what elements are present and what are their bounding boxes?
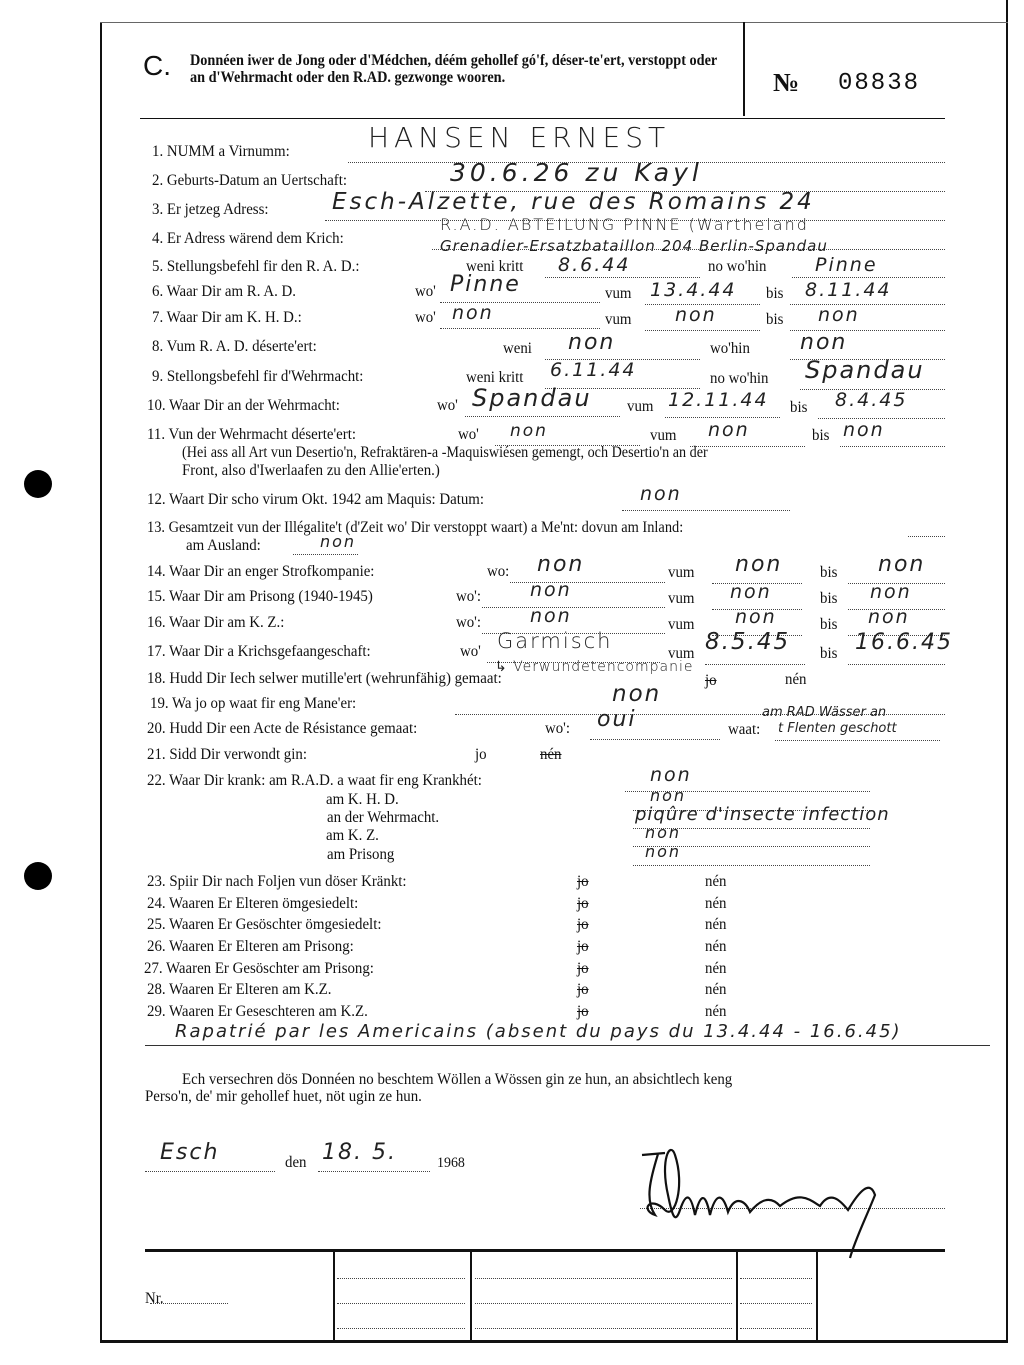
item-23-label: 23. Spiir Dir nach Foljen vun döser Kränkt:: [147, 873, 407, 890]
item-6-label: 6. Waar Dir am R. A. D.: [152, 283, 297, 300]
frame-top: [100, 22, 1008, 23]
place-value: Esch: [160, 1140, 220, 1165]
remark-line[interactable]: [145, 1045, 990, 1046]
no-option[interactable]: nén: [705, 1003, 727, 1020]
table-cell[interactable]: [337, 1287, 465, 1304]
item-18-label: 18. Hudd Dir Iech selwer mutille'ert (wehrunfähig) gemaat:: [147, 670, 502, 687]
table-divider: [470, 1252, 472, 1340]
strof-place: non: [537, 552, 585, 577]
no-option[interactable]: nén: [705, 938, 727, 955]
table-cell[interactable]: [475, 1287, 732, 1304]
bis-label: bis: [820, 616, 838, 633]
illness-wm: piqûre d'insecte infection: [635, 804, 890, 825]
wo-label: wo':: [456, 614, 482, 631]
item-5-label: 5. Stellungsbefehl fir den R. A. D.:: [152, 258, 360, 275]
item-1-label: 1. NUMM a Virnumm:: [152, 143, 290, 160]
item-10-label: 10. Waar Dir an der Wehrmacht:: [147, 397, 340, 414]
illness-khd: non: [650, 786, 687, 805]
war-address-value-2: Grenadier-Ersatzbataillon 204 Berlin-Spandau: [440, 237, 828, 255]
illness-prison: non: [645, 842, 682, 861]
bis-label: bis: [766, 311, 784, 328]
khd-to: non: [818, 304, 860, 326]
illness-wm-label: an der Wehrmacht.: [327, 809, 440, 826]
mutilation-method: non: [612, 681, 662, 707]
yes-option-struck[interactable]: jo: [577, 938, 589, 955]
no-option[interactable]: nén: [705, 916, 727, 933]
wo-label: wo':: [545, 720, 571, 737]
wo-label: wo': [415, 309, 436, 326]
item-11-note-2: Front, also d'Iwerlaafen zu den Allie'erten.): [182, 462, 440, 479]
table-divider: [333, 1252, 335, 1340]
section-title: Donnéen iwer de Jong oder d'Médchen, déém gehollef gó'f, déser-te'ert, verstoppt oder an d'Wehrmacht oder den R.AD. gezwonge wooren.: [190, 52, 718, 86]
yes-option-struck[interactable]: jo: [705, 672, 717, 689]
illness-kz: non: [645, 823, 682, 842]
item-2-label: 2. Geburts-Datum an Uertschaft:: [152, 172, 348, 189]
item-14-label: 14. Waar Dir an enger Strofkompanie:: [147, 563, 375, 580]
wo-label: wo': [458, 426, 479, 443]
bis-label: bis: [820, 645, 838, 662]
wm-from: 12.11.44: [668, 389, 769, 411]
prison-place: non: [530, 579, 572, 601]
abroad-label: am Ausland:: [186, 537, 261, 554]
section-letter: C.: [143, 50, 171, 81]
den-label: den: [285, 1154, 307, 1171]
vum-label: vum: [668, 590, 695, 607]
item-15-label: 15. Waar Dir am Prisong (1940-1945): [147, 588, 373, 605]
name-value: HANSEN ERNEST: [368, 121, 671, 154]
declaration-line-2: Perso'n, de' mir gehollef huet, nöt ugin ze hun.: [145, 1088, 422, 1105]
pow-from: 8.5.45: [705, 629, 791, 655]
footer-rule: [145, 1249, 945, 1252]
yes-option-struck[interactable]: jo: [577, 895, 589, 912]
table-divider: [816, 1252, 818, 1340]
kz-from: non: [735, 606, 777, 628]
vum-label: vum: [668, 564, 695, 581]
item-19-label: 19. Wa jo op waat fir eng Mane'er:: [150, 695, 357, 712]
item-16-label: 16. Waar Dir am K. Z.:: [147, 614, 285, 631]
wo-label: wo': [437, 397, 458, 414]
bis-label: bis: [812, 427, 830, 444]
table-cell[interactable]: [740, 1312, 812, 1329]
signature: [630, 1140, 900, 1260]
when-label: weni: [503, 340, 532, 357]
table-cell[interactable]: [337, 1312, 465, 1329]
illness-khd-label: am K. H. D.: [326, 791, 399, 808]
item-3-label: 3. Er jetzeg Adress:: [152, 201, 269, 218]
yes-option[interactable]: jo: [475, 746, 487, 763]
illness-prison-label: am Prisong: [327, 846, 395, 863]
vum-label: vum: [627, 398, 654, 415]
item-25-label: 25. Waaren Er Gesöschter ömgesiedelt:: [147, 916, 382, 933]
address-value: Esch-Alzette, rue des Romains 24: [332, 189, 815, 215]
item-20-label: 20. Hudd Dir een Acte de Résistance gemaat:: [147, 720, 418, 737]
rad-order-place: Pinne: [815, 254, 878, 276]
table-cell[interactable]: [475, 1262, 732, 1279]
kz-to: non: [868, 606, 910, 628]
no-option[interactable]: nén: [785, 671, 807, 688]
frame-right: [1006, 0, 1008, 1342]
item-4-label: 4. Er Adress wärend dem Krich:: [152, 230, 344, 247]
item-29-label: 29. Waaren Er Geseschteren am K.Z.: [147, 1003, 368, 1020]
maquis-date: non: [640, 483, 682, 505]
nr-label: Nr.: [145, 1290, 164, 1307]
khd-to-field[interactable]: [790, 314, 945, 331]
illness-kz-label: am K. Z.: [326, 827, 379, 844]
item-12-label: 12. Waart Dir scho virum Okt. 1942 am Maquis: Datum:: [147, 491, 485, 508]
strof-to: non: [878, 552, 926, 577]
khd-from: non: [675, 304, 717, 326]
bis-label: bis: [766, 285, 784, 302]
remark-text: Rapatrié par les Americains (absent du pays du 13.4.44 - 16.6.45): [175, 1021, 902, 1042]
resistance-what: t Flenten geschott: [778, 721, 897, 736]
item-7-label: 7. Waar Dir am K. H. D.:: [152, 309, 302, 326]
bis-label: bis: [820, 564, 838, 581]
when-label: weni kritt: [466, 258, 524, 275]
yes-option-struck[interactable]: jo: [577, 873, 589, 890]
no-option-struck[interactable]: nén: [540, 746, 562, 763]
illegality-inland-field[interactable]: [908, 520, 945, 537]
declaration-line-1: Ech versechren dös Donnéen no beschtem Wöllen a Wössen gin ze hun, an absichtlech keng: [182, 1071, 733, 1088]
rad-from: 13.4.44: [650, 279, 737, 301]
vum-label: vum: [668, 645, 695, 662]
wm-desert-to: non: [843, 419, 885, 441]
rad-desert-date: non: [568, 330, 616, 355]
war-address-value-1: R.A.D. ABTEILUNG PINNE (Wartheland: [440, 215, 809, 234]
punch-hole: [24, 470, 52, 498]
item-28-label: 28. Waaren Er Elteren am K.Z.: [147, 981, 332, 998]
when-label: weni kritt: [466, 369, 524, 386]
date-value: 18. 5.: [322, 1140, 397, 1165]
prison-to: non: [870, 581, 912, 603]
wm-desert-place: non: [510, 421, 548, 441]
where-label: wo'hin: [710, 340, 750, 357]
table-cell[interactable]: [337, 1262, 465, 1279]
wm-order-date: 6.11.44: [550, 359, 637, 381]
table-cell[interactable]: [740, 1287, 812, 1304]
table-divider: [736, 1252, 738, 1340]
bis-label: bis: [790, 399, 808, 416]
vum-label: vum: [605, 285, 632, 302]
vum-label: vum: [668, 616, 695, 633]
item-11-label: 11. Vun der Wehrmacht déserte'ert:: [147, 426, 356, 443]
no-option[interactable]: nén: [705, 981, 727, 998]
where-label: no wo'hin: [708, 258, 767, 275]
strof-from: non: [735, 552, 783, 577]
illegality-abroad: non: [320, 532, 357, 551]
prison-from: non: [730, 581, 772, 603]
birth-value: 30.6.26 zu Kayl: [450, 158, 703, 187]
no-option[interactable]: nén: [705, 960, 727, 977]
yes-option-struck[interactable]: jo: [577, 916, 589, 933]
pow-to: 16.6.45: [855, 630, 953, 655]
table-cell[interactable]: [475, 1312, 732, 1329]
item-9-label: 9. Stellongsbefehl fir d'Wehrmacht:: [152, 368, 364, 385]
pow-annotation: ↳ Verwundetencompanie: [495, 659, 694, 675]
bis-label: bis: [820, 590, 838, 607]
wm-to: 8.4.45: [835, 389, 908, 411]
frame-bottom: [100, 1340, 1008, 1343]
header-divider: [743, 22, 745, 116]
item-26-label: 26. Waaren Er Elteren am Prisong:: [147, 938, 354, 955]
rad-to: 8.11.44: [805, 279, 892, 301]
item-22-label: 22. Waar Dir krank: am R.A.D. a waat fir eng Krankhét:: [147, 772, 482, 789]
form-number: 08838: [838, 70, 921, 97]
no-option[interactable]: nén: [705, 895, 727, 912]
header-rule: [140, 118, 945, 119]
where-label: no wo'hin: [710, 370, 769, 387]
resistance-what-above: am RAD Wässer an: [762, 705, 887, 720]
yes-option-struck[interactable]: jo: [577, 960, 589, 977]
item-11-note-1: (Hei ass all Art vun Desertio'n, Refraktären-a -Maquiswiésen gemengt, och Desertio'n an der: [182, 444, 708, 461]
item-24-label: 24. Waaren Er Elteren ömgesiedelt:: [147, 895, 359, 912]
pow-place: Garmisch: [497, 629, 613, 653]
year-label: 1968: [437, 1155, 465, 1171]
item-27-label: 27. Waaren Er Gesöschter am Prisong:: [144, 960, 374, 977]
item-13-label: 13. Gesamtzeit vun der Illégalite't (d'Zeit wo' Dir verstoppt waart) a Me'nt: dovun am Inland:: [147, 519, 684, 536]
yes-option-struck[interactable]: jo: [577, 981, 589, 998]
wm-place: Spandau: [472, 384, 592, 412]
table-cell[interactable]: [740, 1262, 812, 1279]
rad-desert-place: non: [800, 330, 848, 355]
resistance-place: oui: [597, 707, 637, 732]
punch-hole: [24, 862, 52, 890]
wo-label: wo:: [487, 563, 510, 580]
frame-left: [100, 22, 102, 1342]
what-label: waat:: [728, 721, 761, 738]
illness-rad: non: [650, 764, 692, 786]
vum-label: vum: [605, 311, 632, 328]
wo-label: wo': [415, 283, 436, 300]
no-option[interactable]: nén: [705, 873, 727, 890]
wo-label: wo': [460, 643, 481, 660]
prison-place-field[interactable]: [482, 591, 665, 608]
rad-order-date: 8.6.44: [558, 254, 631, 276]
yes-option-struck[interactable]: jo: [577, 1003, 589, 1020]
wm-order-place: Spandau: [805, 356, 925, 384]
item-21-label: 21. Sidd Dir verwondt gin:: [147, 746, 307, 763]
khd-place: non: [452, 302, 494, 324]
wm-desert-from: non: [708, 419, 750, 441]
wo-label: wo':: [456, 588, 482, 605]
nr-field[interactable]: [150, 1287, 228, 1304]
item-17-label: 17. Waar Dir a Krichsgefaangeschaft:: [147, 643, 371, 660]
item-8-label: 8. Vum R. A. D. déserte'ert:: [152, 338, 317, 355]
kz-place: non: [530, 605, 572, 627]
number-label: №: [773, 68, 800, 97]
rad-place: Pinne: [450, 272, 521, 297]
vum-label: vum: [650, 427, 677, 444]
